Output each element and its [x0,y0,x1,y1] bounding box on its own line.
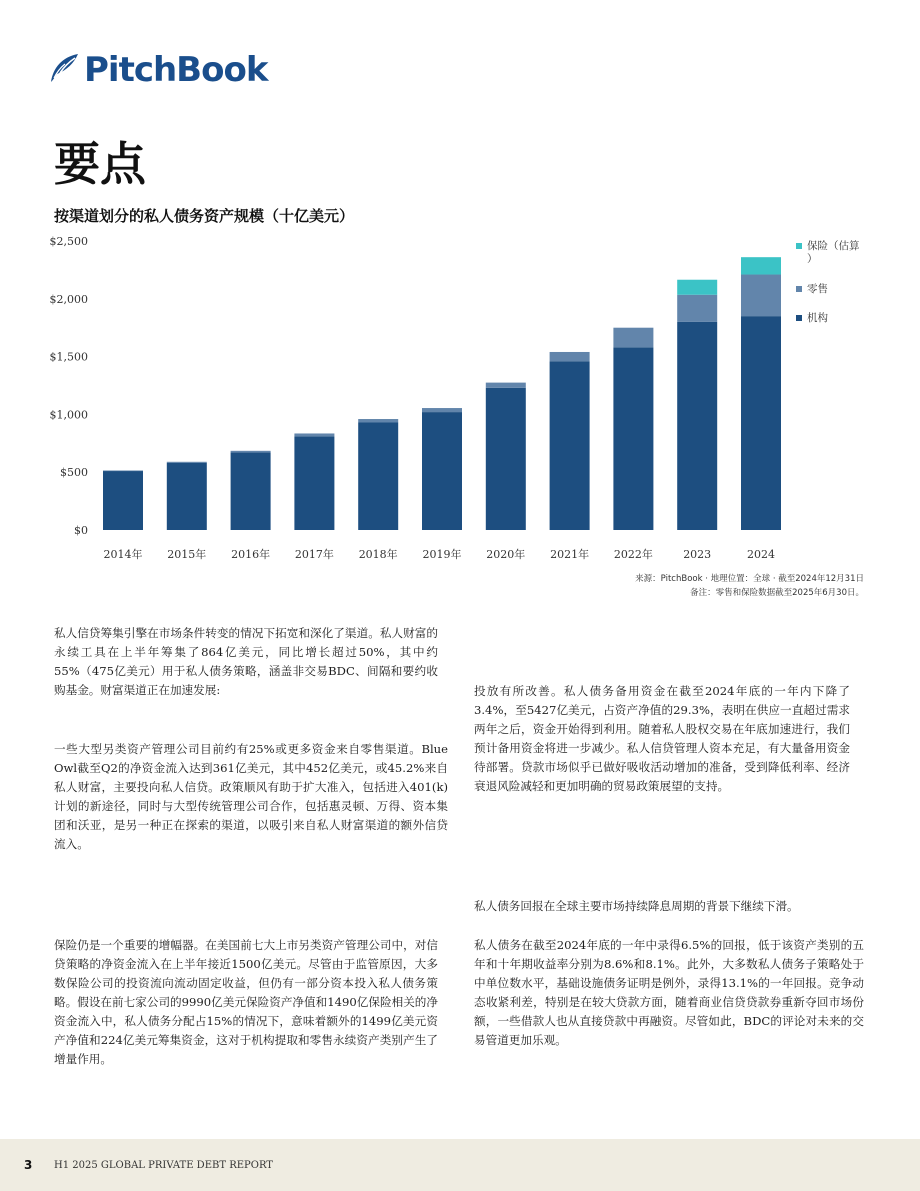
page-footer [0,1139,920,1191]
y-tick-label: $1,500 [49,350,88,364]
legend-swatch [796,286,802,292]
pitchbook-leaf-icon [48,52,80,88]
chart-title: 按渠道划分的私人债务资产规模（十亿美元） [54,207,355,225]
bar-segment [486,383,526,388]
x-tick-label: 2021年 [550,548,590,561]
x-axis [104,547,776,561]
chart-legend [796,239,860,324]
bar-segment [422,408,462,412]
paragraph-returns-heading: 私人债务回报在全球主要市场持续降息周期的背景下继续下滑。 [474,899,799,913]
bar-segment [231,451,271,453]
paragraph-insurance: 保险仍是一个重要的增幅器。在美国前七大上市另类资产管理公司中，对信贷策略的净资金流入在上半年接近1500亿美元。尽管由于监管原因，大多数保险公司的投资流向流动固定收益，但仍有一部分资本投入私人债务策略。假设在前七家公司的9990亿美元保险资产净值和1490亿保险相关的净资金流入中，私人债务分配占15%的情况下，意味着额外的1499亿美元资产净值和224亿美元筹集资金，这对于机构提取和零售永续资产类别产生了增量作用。 [54,938,438,1066]
legend-label: 保险（估算） [807,240,860,265]
bar-segment [294,433,334,436]
y-axis [50,235,89,537]
paragraph-deployment: 投放有所改善。私人债务备用资金在截至2024年底的一年内下降了3.4%，至5427亿美元，占资产净值的29.3%，表明在供应一直超过需求两年之后，资金开始得到利用。随着私人股权交易在年底加速进行，我们预计备用资金将进一步减少。私人信贷管理人资本充足，有大量备用资金待部署。贷款市场似乎已做好吸收活动增加的准备，受到降低利率、经济衰退风险减轻和更加明确的贸易政策展望的支持。 [474,684,850,793]
bar-segment [550,361,590,530]
x-tick-label: 2017年 [294,548,334,561]
y-tick-label: $500 [60,466,88,480]
bar-segment [613,347,653,530]
bar-segment [677,295,717,322]
paragraph-returns: 私人债务在截至2024年底的一年中录得6.5%的回报，低于该资产类别的五年和十年期收益率分别为8.6%和8.1%。此外，大多数私人债务子策略处于中单位数水平，基础设施债务证明是例外，录得13.1%的一年回报。竞争动态收紧利差，特别是在较大贷款方面，随着商业信贷贷款券重新夺回市场份额，一些借款人也从直接贷款中再融资。尽管如此，BDC的评论对未来的交易管道更加乐观。 [474,938,864,1047]
bar-segment [294,436,334,530]
y-tick-label: $0 [74,524,88,537]
x-tick-label: 2022年 [613,548,653,561]
bar-segment [613,328,653,348]
legend-label: 零售 [807,283,828,295]
x-tick-label: 2024 [747,548,775,561]
x-tick-label: 2018年 [358,548,398,561]
legend-label: 机构 [807,312,828,324]
bar-segment [677,322,717,530]
chart-bars [103,257,781,530]
x-tick-label: 2016年 [231,548,271,561]
bar-segment [486,388,526,530]
y-tick-label: $1,000 [49,408,88,422]
bar-segment [422,412,462,530]
bar-segment [550,352,590,361]
bar-segment [677,280,717,295]
x-tick-label: 2015年 [167,548,207,561]
stacked-bar-chart [40,228,880,568]
legend-swatch [796,243,802,249]
bar-segment [103,471,143,530]
x-tick-label: 2020年 [486,548,526,561]
logo-text: PitchBook [84,50,268,90]
bar-segment [167,462,207,463]
bar-segment [741,275,781,317]
report-name: H1 2025 GLOBAL PRIVATE DEBT REPORT [54,1160,273,1171]
chart-source [635,572,864,600]
y-tick-label: $2,500 [49,235,88,248]
source-line: 来源：PitchBook · 地理位置：全球 · 截至2024年12月31日 [635,574,864,584]
paragraph-fundraising: 私人信贷筹集引擎在市场条件转变的情况下拓宽和深化了渠道。私人财富的永续工具在上半年筹集了864亿美元，同比增长超过50%，其中约55%（475亿美元）用于私人债务策略，涵盖非交易BDC、间隔和要约收购基金。财富渠道正在加速发展: [54,626,438,697]
bar-segment [167,463,207,530]
bar-segment [358,422,398,530]
bar-segment [741,316,781,530]
pitchbook-logo [48,50,267,90]
bar-segment [103,470,143,471]
x-tick-label: 2014年 [103,548,143,561]
page-number: 3 [24,1158,33,1172]
note-line: 备注：零售和保险数据截至2025年6月30日。 [690,588,864,598]
legend-swatch [796,315,802,321]
x-tick-label: 2023 [683,548,712,561]
page-title: 要点 [54,137,146,191]
bar-segment [741,257,781,274]
bar-segment [358,419,398,422]
paragraph-retail-channel: 一些大型另类资产管理公司目前约有25%或更多资金来自零售渠道。Blue Owl截至Q2的净资金流入达到361亿美元，其中452亿美元，或45.2%来自私人财富，主要投向私人信贷。政策顺风有助于扩大准入，包括进入401(k)计划的新途径，同时与大型传统管理公司合作，包括惠灵顿、万得、资本集团和沃亚，是另一种正在探索的渠道，以吸引来自私人财富渠道的额外信贷流入。 [54,742,448,851]
x-tick-label: 2019年 [422,548,462,561]
bar-segment [231,453,271,530]
y-tick-label: $2,000 [49,292,88,306]
